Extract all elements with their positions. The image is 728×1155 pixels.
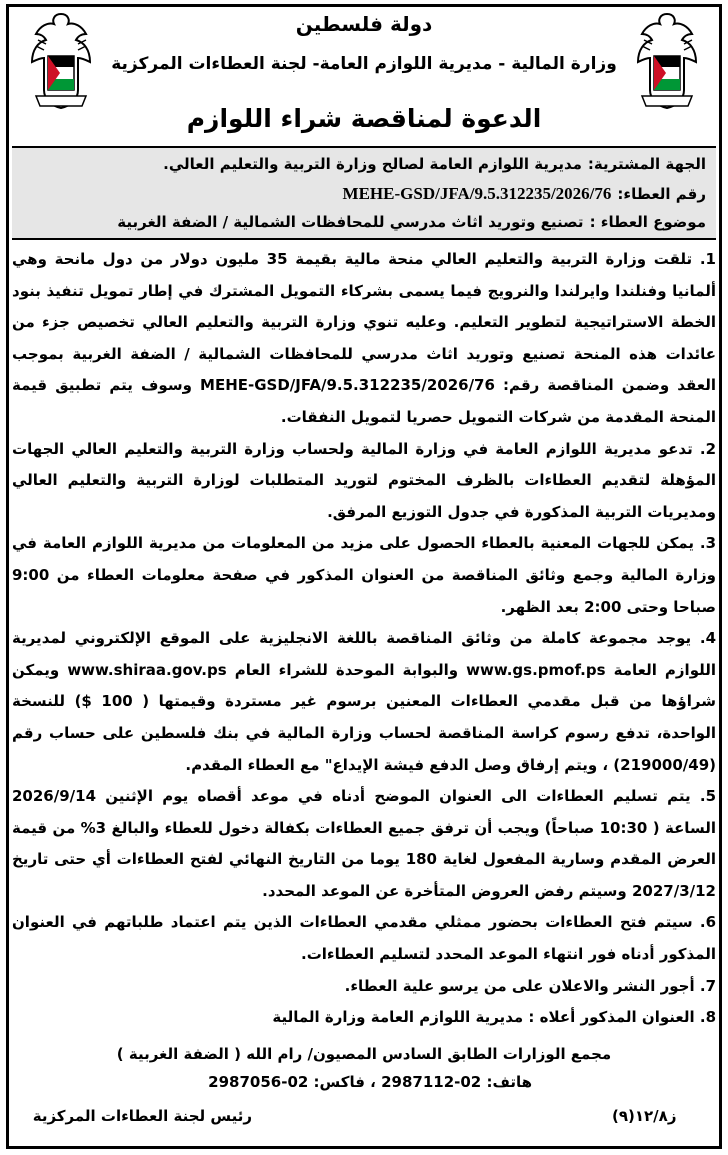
palestine-eagle-emblem-right bbox=[632, 10, 702, 110]
notice-item: 7. أجور النشر والاعلان على من يرسو علية العطاء. bbox=[344, 976, 716, 995]
buyer-value: مديرية اللوازم العامة لصالح وزارة التربية والتعليم العالي. bbox=[163, 155, 582, 173]
reference-number: MEHE-GSD/JFA/9.5.312235/2026/76 bbox=[342, 184, 612, 203]
palestine-eagle-emblem-left bbox=[26, 10, 96, 110]
buyer-label: الجهة المشترية: bbox=[587, 155, 706, 173]
notice-code: ز١٢/٨(٩) bbox=[612, 1107, 677, 1125]
notice-item: 6. سيتم فتح العطاءات بحضور ممثلي مقدمي العطاءات الذين يتم اعتماد طلباتهم في العنوان المذكور أدناه فور انتهاء الموعد المحدد لتسليم العطاءات. bbox=[12, 913, 716, 964]
notice-body bbox=[12, 244, 716, 1034]
notice-item: 8. العنوان المذكور أعلاه : مديرية اللوازم العامة وزارة المالية bbox=[272, 1008, 716, 1027]
state-name: دولة فلسطين bbox=[295, 12, 433, 36]
committee-signature: رئيس لجنة العطاءات المركزية bbox=[32, 1107, 252, 1125]
notice-item: 5. يتم تسليم العطاءات الى العنوان الموضح أدناه في موعد أقصاه يوم الإثنين 2026/9/14 الساعة ( 10:30 صباحاً) ويجب أن ترفق جميع العطاءات بكفالة دخول للعطاء والبالغ 3% من قيمة العرض المقدم وسارية المفعول لغاية 180 يوما من التاريخ النهائي لفتح العطاءات أي حتى تاريخ 2027/3/12 وسيتم رفض العروض المتأخرة عن الموعد المحدد. bbox=[12, 787, 716, 900]
notice-item: 4. يوجد مجموعة كاملة من وثائق المناقصة باللغة الانجليزية على الموقع الإلكتروني لمديرية اللوازم العامة www.gs.pmof.ps والبوابة الموحدة للشراء العام www.shiraa.gov.ps ويمكن شراؤها من قبل مقدمي العطاءات المعنين برسوم غير مستردة وقيمتها ( 100 $) للنسخة الواحدة، تدفع رسوم كراسة المناقصة لحساب وزارة المالية في بنك فلسطين على حساب رقم (219000/49) ، ويتم إرفاق وصل الدفع فيشة الإيداع" مع العطاء المقدم. bbox=[12, 629, 716, 774]
notice-item: 1. تلقت وزارة التربية والتعليم العالي منحة مالية بقيمة 35 مليون دولار من دول مانحة وهي ألمانيا وفنلندا وايرلندا والنرويج فيما يسمى بشركاء التمويل المشترك في إطار تمويل تنفيذ بنود الخطة الاستراتيجية لتطوير التعليم. وعليه تنوي وزارة التربية والتعليم العالي تخصيص جزء من عائدات هذه المنحة تصنيع وتوريد اثاث مدرسي للمحافظات الشمالية / الضفة الغربية بموجب العقد وضمن المناقصة رقم: MEHE-GSD/JFA/9.5.312235/2026/76 وسوف يتم تطبيق قيمة المنحة المقدمة من شركات التمويل حصريا لتمويل النفقات. bbox=[12, 250, 716, 426]
address-line: مجمع الوزارات الطابق السادس المصيون/ رام الله ( الضفة الغربية ) bbox=[116, 1045, 612, 1063]
buyer-row bbox=[22, 150, 706, 179]
subject-label: موضوع العطاء : bbox=[589, 213, 706, 231]
notice-item: 3. يمكن للجهات المعنية بالعطاء الحصول على مزيد من المعلومات من مديرية اللوازم العامة في وزارة المالية وجمع وثائق المناقصة من العنوان المذكور في صفحة معلومات العطاء من 9:00 صباحا وحتى 2:00 بعد الظهر. bbox=[12, 534, 716, 616]
subject-row bbox=[22, 208, 706, 237]
ministry-line: وزارة المالية - مديرية اللوازم العامة- لجنة العطاءات المركزية bbox=[111, 54, 617, 74]
reference-label: رقم العطاء: bbox=[617, 185, 706, 203]
tender-info-box bbox=[12, 146, 716, 240]
subject-value: تصنيع وتوريد اثاث مدرسي للمحافظات الشمالية / الضفة الغربية bbox=[117, 213, 584, 231]
notice-item: 2. تدعو مديرية اللوازم العامة في وزارة المالية ولحساب وزارة التربية والتعليم العالي الجهات المؤهلة لتقديم العطاءات بالظرف المختوم لتوريد المتطلبات لوزارة التربية والتعليم العالي ومديريات التربية المذكورة في جدول التوزيع المرفق. bbox=[12, 439, 716, 521]
reference-row bbox=[22, 179, 706, 208]
notice-title: الدعوة لمناقصة شراء اللوازم bbox=[186, 104, 542, 133]
phone-fax-line: هاتف: 02-2987112 ، فاكس: 02-2987056 bbox=[208, 1073, 532, 1091]
